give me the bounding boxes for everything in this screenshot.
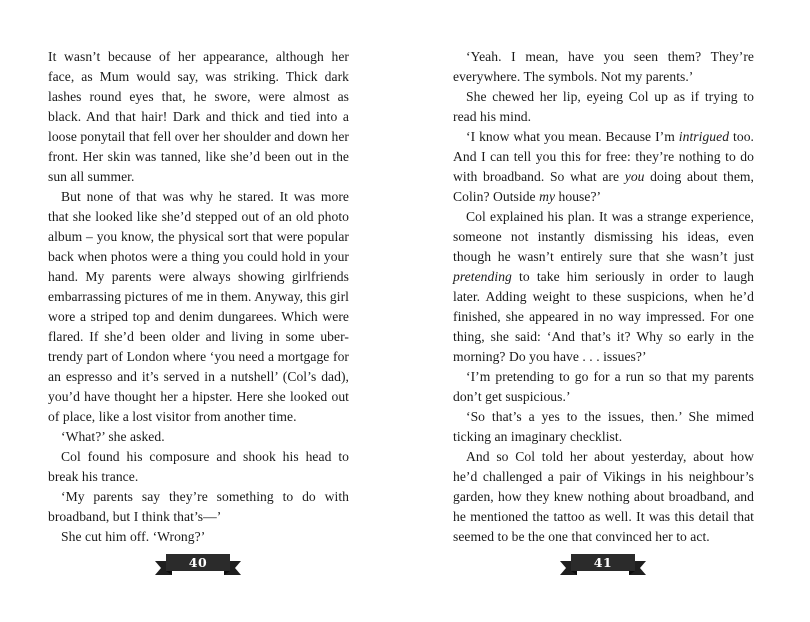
body-text: She chewed her lip, eyeing Col up as if trying to read his mind. xyxy=(453,89,754,124)
body-text: ‘So that’s a yes to the issues, then.’ She mimed ticking an imaginary checklist. xyxy=(453,409,754,444)
body-text: ‘My parents say they’re something to do with broadband, but I think that’s—’ xyxy=(48,489,349,524)
body-text: doing about them, Colin? Outside xyxy=(453,169,754,204)
body-text: too. And I can tell you this for free: they’re nothing to do with broadband. So what are xyxy=(453,129,754,184)
paragraph xyxy=(453,87,754,127)
paragraph xyxy=(453,207,754,367)
paragraph xyxy=(453,367,754,407)
emphasized-text: my xyxy=(539,189,556,204)
paragraph xyxy=(48,447,349,487)
paragraph xyxy=(453,447,754,547)
paragraph xyxy=(48,427,349,447)
emphasized-text: you xyxy=(624,169,645,184)
page-number-ribbon xyxy=(155,554,241,575)
body-text: ‘I know what you mean. Because I’m xyxy=(466,129,679,144)
paragraph xyxy=(48,527,349,547)
paragraph xyxy=(48,47,349,187)
emphasized-text: intrigued xyxy=(678,129,730,144)
body-text: Col explained his plan. It was a strange experience, someone not instantly dismissing his ideas, even though he wasn’t entirely sure that she wasn’t just xyxy=(453,209,754,264)
paragraph xyxy=(453,407,754,447)
body-text: house?’ xyxy=(555,189,602,204)
body-text: But none of that was why he stared. It was more that she looked like she’d stepped out of an old photo album – you know, the physical sort that were popular back when photos were a thing you could hold in your hand. My parents were always showing girlfriends embarrassing pictures of me in them. Anyway, this girl wore a striped top and denim dungarees. Which were flared. If she’d been older and living in some uber-trendy part of London where ‘you need a mortgage for an espresso and it’s served in a nutshell’ (Col’s dad), you’d have thought her a hipster. Here she looked out of place, like a lost visitor from another time. xyxy=(48,189,349,424)
page-number: 40 xyxy=(188,555,208,570)
left-page-text xyxy=(48,47,349,547)
right-page-text xyxy=(453,47,754,547)
body-text: It wasn’t because of her appearance, although her face, as Mum would say, was striking. Thick dark lashes round eyes that, he swore, were almost as black. And that hair! Dark and thick and tied into a loose ponytail that fell over her shoulder and down her front. Her skin was tanned, like she’d been out in the sun all summer. xyxy=(48,49,349,184)
emphasized-text: pretending xyxy=(453,269,512,284)
body-text: ‘I’m pretending to go for a run so that my parents don’t get suspicious.’ xyxy=(453,369,754,404)
body-text: She cut him off. ‘Wrong?’ xyxy=(61,529,206,544)
page-number: 41 xyxy=(593,555,613,570)
paragraph xyxy=(453,47,754,87)
paragraph xyxy=(48,187,349,427)
body-text: to take him seriously in order to laugh later. Adding weight to these suspicions, when he’d finished, she appeared in no way impressed. For one thing, she said: ‘And that’s it? Why so early in the morning? Do you have . . . issues?’ xyxy=(453,269,754,364)
paragraph xyxy=(453,127,754,207)
body-text: And so Col told her about yesterday, about how he’d challenged a pair of Vikings in his neighbour’s garden, how they knew nothing about broadband, and he mentioned the tattoo as well. It was this detail that seemed to be the one that convinced her to act. xyxy=(453,449,754,544)
right-page xyxy=(405,0,810,622)
body-text: Col found his composure and shook his head to break his trance. xyxy=(48,449,349,484)
paragraph xyxy=(48,487,349,527)
page-number-ribbon xyxy=(560,554,646,575)
body-text: ‘Yeah. I mean, have you seen them? They’re everywhere. The symbols. Not my parents.’ xyxy=(453,49,754,84)
body-text: ‘What?’ she asked. xyxy=(61,429,165,444)
